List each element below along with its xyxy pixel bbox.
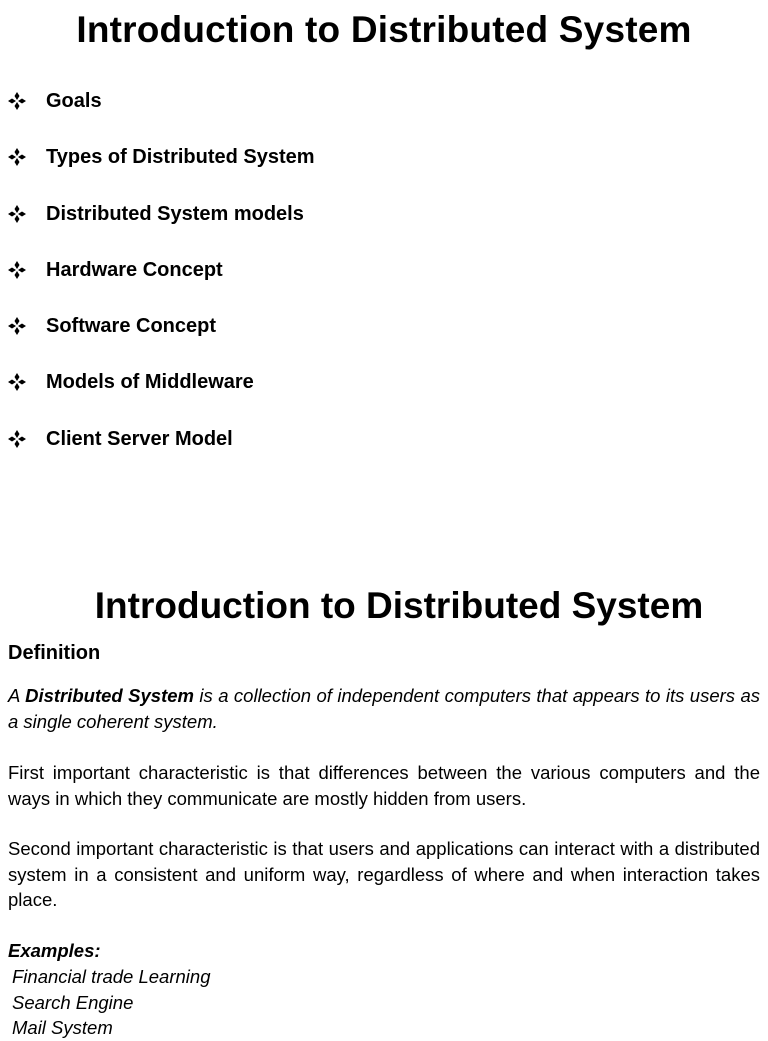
slide-1-title: Introduction to Distributed System xyxy=(76,9,692,50)
topic-label: Models of Middleware xyxy=(46,371,254,394)
four-diamond-bullet-icon xyxy=(8,144,28,170)
second-characteristic-paragraph: Second important characteristic is that users and applications can interact with a distributed system in a consistent and uniform way, regardless of where and when interaction takes place. xyxy=(8,838,760,910)
example-item: Search Engine xyxy=(12,991,134,1013)
definition-prefix: A xyxy=(8,685,26,706)
examples-heading: Examples: xyxy=(8,940,101,961)
first-characteristic-paragraph: First important characteristic is that differences between the various computers and the ways in which they communicate are mostly hidden from users. xyxy=(8,762,760,809)
definition-rest: is a collection of independent computers that appears to its users as a single coherent system. xyxy=(8,685,760,732)
topic-label: Hardware Concept xyxy=(46,258,223,281)
topic-item xyxy=(8,369,315,425)
topic-item xyxy=(8,426,315,482)
topic-item xyxy=(8,313,315,369)
topic-item xyxy=(8,201,315,257)
four-diamond-bullet-icon xyxy=(8,201,28,227)
topic-label: Client Server Model xyxy=(46,427,233,450)
topic-item xyxy=(8,257,315,313)
four-diamond-bullet-icon xyxy=(8,426,28,452)
examples-list xyxy=(12,964,211,1041)
topic-item xyxy=(8,144,315,200)
four-diamond-bullet-icon xyxy=(8,88,28,114)
four-diamond-bullet-icon xyxy=(8,369,28,395)
definition-paragraph xyxy=(8,683,760,734)
topic-item xyxy=(8,88,315,144)
example-item: Financial trade Learning xyxy=(12,966,211,987)
topic-label: Distributed System models xyxy=(46,202,304,225)
topic-label: Types of Distributed System xyxy=(46,146,315,169)
topic-label: Goals xyxy=(46,90,102,112)
topic-list xyxy=(8,88,315,482)
topic-label: Software Concept xyxy=(46,315,217,338)
example-item: Mail System xyxy=(12,1017,113,1038)
definition-term: Distributed System xyxy=(25,685,194,706)
four-diamond-bullet-icon xyxy=(8,313,28,339)
four-diamond-bullet-icon xyxy=(8,257,28,283)
slide-2-title: Introduction to Distributed System xyxy=(94,585,704,626)
definition-heading: Definition xyxy=(8,642,101,664)
